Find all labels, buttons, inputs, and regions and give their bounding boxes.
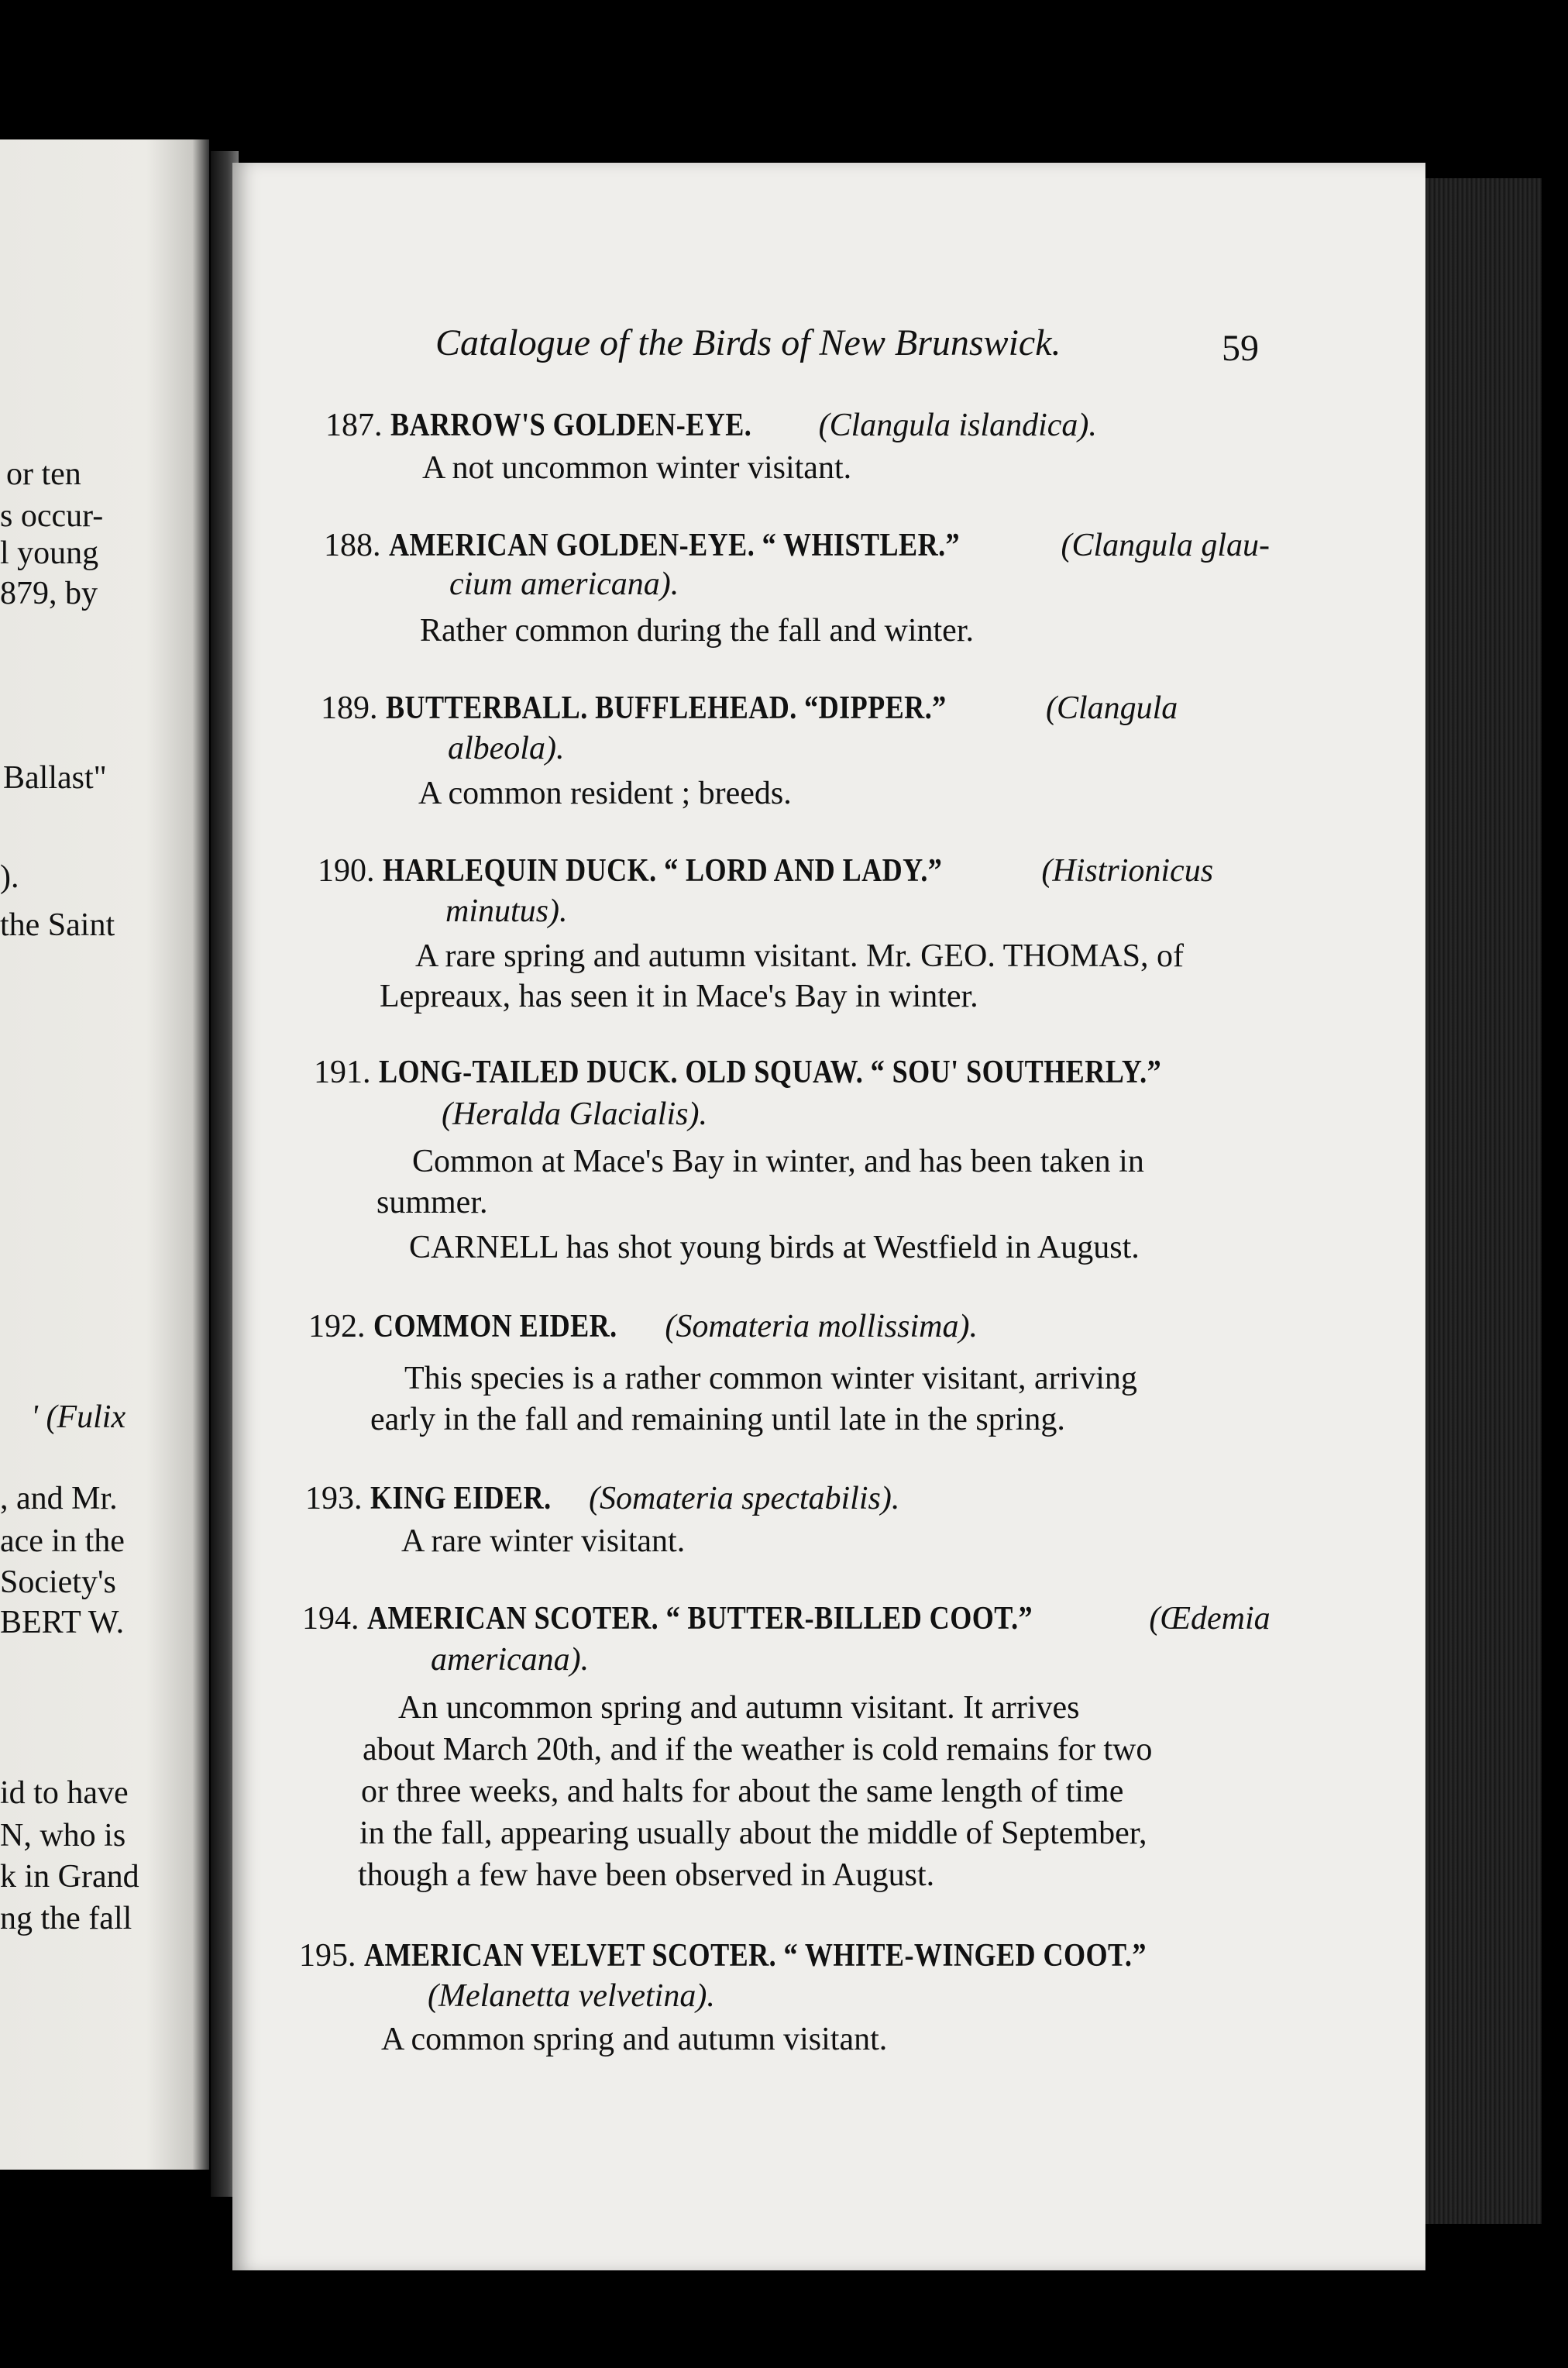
left-page-fragment: ng the fall xyxy=(0,1901,132,1936)
entry-description: about March 20th, and if the weather is cold remains for two xyxy=(363,1732,1153,1767)
entry-description: Common at Mace's Bay in winter, and has been taken in xyxy=(412,1144,1144,1179)
common-name: BARROW'S GOLDEN-EYE. xyxy=(390,408,752,443)
entry-description: A common spring and autumn visitant. xyxy=(381,2022,888,2057)
left-page-fragment: Ballast" xyxy=(3,760,107,796)
entry-description: CARNELL has shot young birds at Westfield in August. xyxy=(409,1230,1140,1265)
entry-heading xyxy=(324,527,1270,564)
scientific-name-cont: cium americana). xyxy=(449,566,679,602)
entry-number: 194. xyxy=(302,1601,359,1637)
book-page xyxy=(232,163,1425,2270)
left-page-fragment: id to have xyxy=(0,1775,129,1811)
entry-description: summer. xyxy=(377,1185,488,1220)
entry-heading xyxy=(299,1937,1274,1974)
entry-heading xyxy=(321,690,1178,727)
left-page-fragment: Society's xyxy=(0,1564,116,1600)
left-facing-page xyxy=(0,139,209,2170)
page-edges xyxy=(1425,178,1542,2224)
entry-heading xyxy=(302,1600,1271,1637)
left-page-fragment: N, who is xyxy=(0,1818,126,1853)
entry-heading xyxy=(305,1480,899,1517)
entry-number: 192. xyxy=(308,1309,366,1344)
entry-heading xyxy=(308,1308,978,1345)
scientific-name-cont: americana). xyxy=(431,1642,590,1678)
entry-description: in the fall, appearing usually about the middle of September, xyxy=(359,1816,1147,1851)
entry-number: 193. xyxy=(305,1481,363,1516)
scientific-name-cont: (Heralda Glacialis). xyxy=(442,1096,707,1132)
left-page-fragment: BERT W. xyxy=(0,1605,125,1640)
entry-heading xyxy=(325,407,1097,444)
entry-description: A not uncommon winter visitant. xyxy=(422,450,852,486)
common-name: AMERICAN SCOTER. “ BUTTER-BILLED COOT.” xyxy=(367,1601,1033,1637)
entry-description: A rare winter visitant. xyxy=(401,1523,686,1559)
entry-description: early in the fall and remaining until late in the spring. xyxy=(370,1402,1065,1437)
common-name: AMERICAN VELVET SCOTER. “ WHITE-WINGED COOT.” xyxy=(364,1938,1147,1974)
left-page-fragment: s occur- xyxy=(0,498,104,534)
running-title: Catalogue of the Birds of New Brunswick. xyxy=(435,322,1061,363)
entry-description: or three weeks, and halts for about the same length of time xyxy=(361,1774,1124,1809)
entry-heading xyxy=(318,852,1213,890)
left-page-fragment: the Saint xyxy=(0,907,115,943)
entry-description: An uncommon spring and autumn visitant. It arrives xyxy=(398,1690,1080,1726)
left-page-fragment: ace in the xyxy=(0,1523,125,1559)
entry-number: 190. xyxy=(318,853,375,889)
entry-heading xyxy=(314,1054,1289,1091)
scientific-name: (Histrionicus xyxy=(1041,853,1214,889)
scientific-name-cont: albeola). xyxy=(448,731,565,766)
left-page-fragment: 879, by xyxy=(0,576,98,611)
scientific-name-cont: (Melanetta velvetina). xyxy=(428,1978,715,2014)
left-page-fragment: ). xyxy=(0,859,19,895)
common-name: HARLEQUIN DUCK. “ LORD AND LADY.” xyxy=(383,853,943,889)
common-name: KING EIDER. xyxy=(370,1481,552,1516)
entry-description: A rare spring and autumn visitant. Mr. GEO. THOMAS, of xyxy=(415,938,1184,974)
common-name: BUTTERBALL. BUFFLEHEAD. “DIPPER.” xyxy=(386,690,947,726)
entry-description: though a few have been observed in August. xyxy=(358,1857,935,1893)
scientific-name: (Clangula glau- xyxy=(1061,528,1271,563)
entry-number: 187. xyxy=(325,408,383,443)
scientific-name: (Clangula islandica). xyxy=(818,408,1097,443)
scientific-name: (Somateria spectabilis). xyxy=(589,1481,900,1516)
common-name: LONG-TAILED DUCK. OLD SQUAW. “ SOU' SOUTHERLY.” xyxy=(379,1055,1162,1090)
page-number: 59 xyxy=(1222,328,1259,369)
entry-description: This species is a rather common winter visitant, arriving xyxy=(404,1361,1137,1396)
scientific-name: (Œdemia xyxy=(1149,1601,1271,1637)
entry-number: 191. xyxy=(314,1055,371,1090)
entry-number: 189. xyxy=(321,690,378,726)
entry-number: 195. xyxy=(299,1938,356,1974)
scientific-name: (Somateria mollissima). xyxy=(665,1309,978,1344)
scientific-name-cont: minutus). xyxy=(445,893,568,929)
left-page-fragment: or ten xyxy=(6,456,81,492)
left-page-fragment: ' (Fulix xyxy=(31,1399,126,1435)
common-name: AMERICAN GOLDEN-EYE. “ WHISTLER.” xyxy=(389,528,961,563)
common-name: COMMON EIDER. xyxy=(373,1309,617,1344)
scientific-name: (Clangula xyxy=(1045,690,1178,726)
entry-description: A common resident ; breeds. xyxy=(418,776,792,811)
entry-description: Rather common during the fall and winter. xyxy=(420,613,974,649)
entry-number: 188. xyxy=(324,528,381,563)
left-page-fragment: l young xyxy=(0,535,99,571)
left-page-fragment: k in Grand xyxy=(0,1859,139,1895)
entry-description: Lepreaux, has seen it in Mace's Bay in winter. xyxy=(380,979,978,1014)
left-page-fragment: , and Mr. xyxy=(0,1481,118,1516)
